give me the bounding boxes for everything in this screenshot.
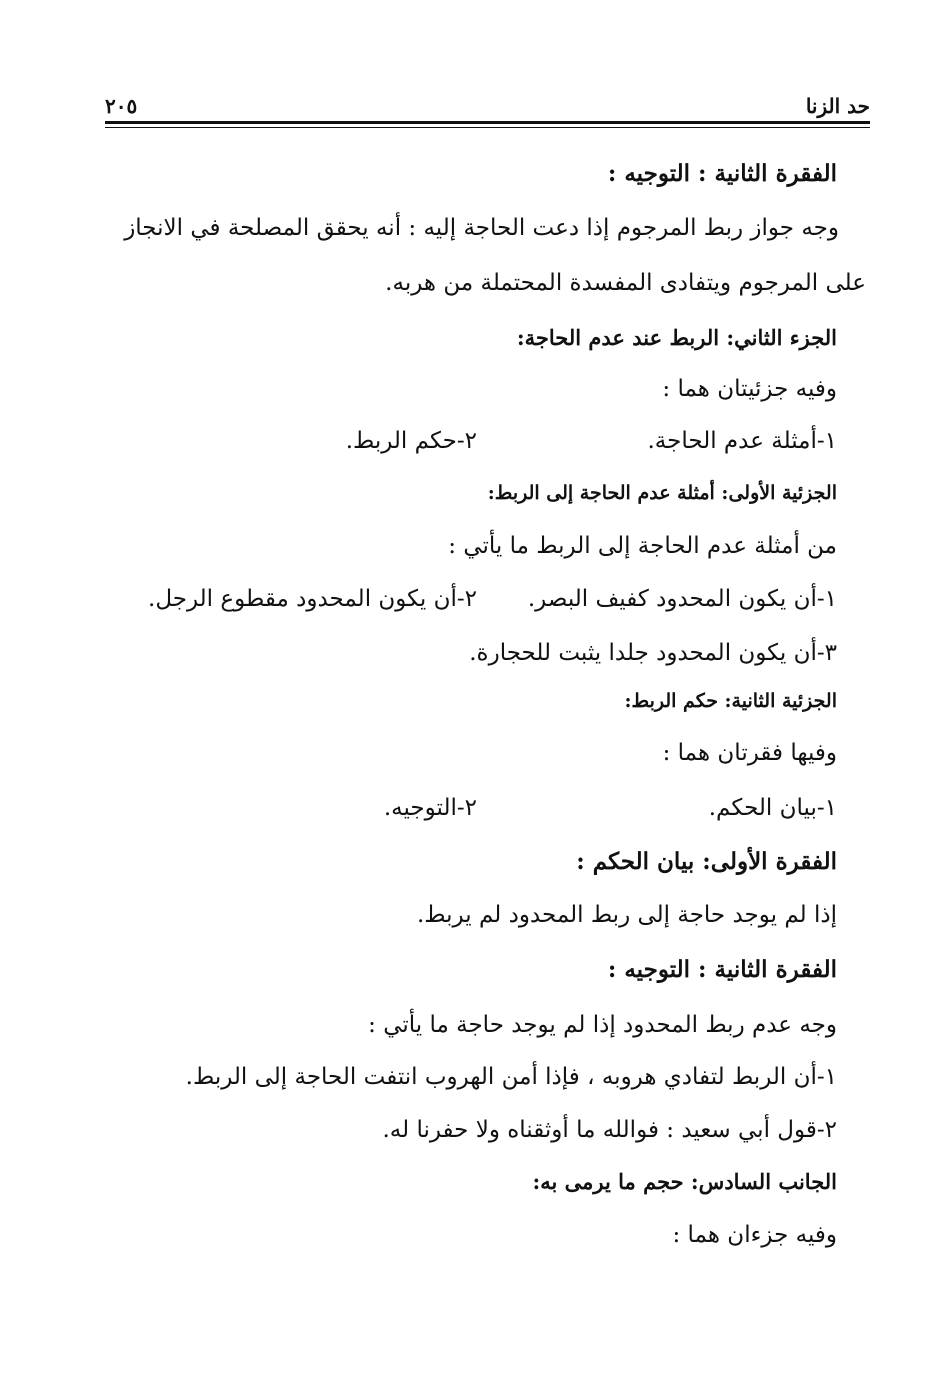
paragraph-line: وفيه جزءان هما : — [672, 1222, 837, 1248]
subpart-heading: الجزئية الثانية: حكم الربط: — [624, 690, 837, 712]
section-heading: الفقرة الأولى: بيان الحكم : — [576, 848, 837, 875]
list-item: ٢-أن يكون المحدود مقطوع الرجل. — [148, 586, 477, 612]
list-item: ٣-أن يكون المحدود جلدا يثبت للحجارة. — [469, 640, 837, 666]
paragraph-line: وجه عدم ربط المحدود إذا لم يوجد حاجة ما يأتي : — [368, 1012, 837, 1038]
header-rule-thin — [105, 127, 870, 128]
section-heading: الفقرة الثانية : التوجيه : — [607, 956, 837, 983]
paragraph-line: من أمثلة عدم الحاجة إلى الربط ما يأتي : — [448, 533, 837, 559]
running-header — [105, 82, 870, 118]
list-item: ١-أمثلة عدم الحاجة. — [647, 428, 837, 454]
header-rule-thick — [105, 121, 870, 124]
chapter-heading: الجانب السادس: حجم ما يرمى به: — [532, 1169, 837, 1194]
paragraph-line: وفيها فقرتان هما : — [662, 740, 837, 766]
subpart-heading: الجزئية الأولى: أمثلة عدم الحاجة إلى الربط: — [487, 482, 837, 504]
section-heading: الفقرة الثانية : التوجيه : — [607, 160, 837, 187]
paragraph-line: وجه جواز ربط المرجوم إذا دعت الحاجة إليه : أنه يحقق المصلحة في الانجاز — [124, 215, 839, 241]
list-item: ٢-حكم الربط. — [345, 428, 477, 454]
part-heading: الجزء الثاني: الربط عند عدم الحاجة: — [516, 325, 837, 350]
list-row — [95, 795, 837, 825]
list-item: ١-أن الربط لتفادي هروبه ، فإذا أمن الهروب انتفت الحاجة إلى الربط. — [185, 1064, 837, 1090]
list-item: ٢-التوجيه. — [383, 795, 477, 821]
list-row — [95, 428, 837, 458]
paragraph-line: على المرجوم ويتفادى المفسدة المحتملة من هربه. — [385, 270, 866, 296]
list-item: ١-بيان الحكم. — [708, 795, 837, 821]
list-row — [95, 586, 837, 616]
header-title: حد الزنا — [805, 94, 870, 118]
list-item: ٢-قول أبي سعيد : فوالله ما أوثقناه ولا حفرنا له. — [382, 1117, 837, 1143]
page-number: ٢٠٥ — [105, 94, 138, 118]
paragraph-line: إذا لم يوجد حاجة إلى ربط المحدود لم يربط. — [417, 902, 837, 928]
paragraph-line: وفيه جزئيتان هما : — [662, 376, 837, 402]
list-item: ١-أن يكون المحدود كفيف البصر. — [527, 586, 837, 612]
